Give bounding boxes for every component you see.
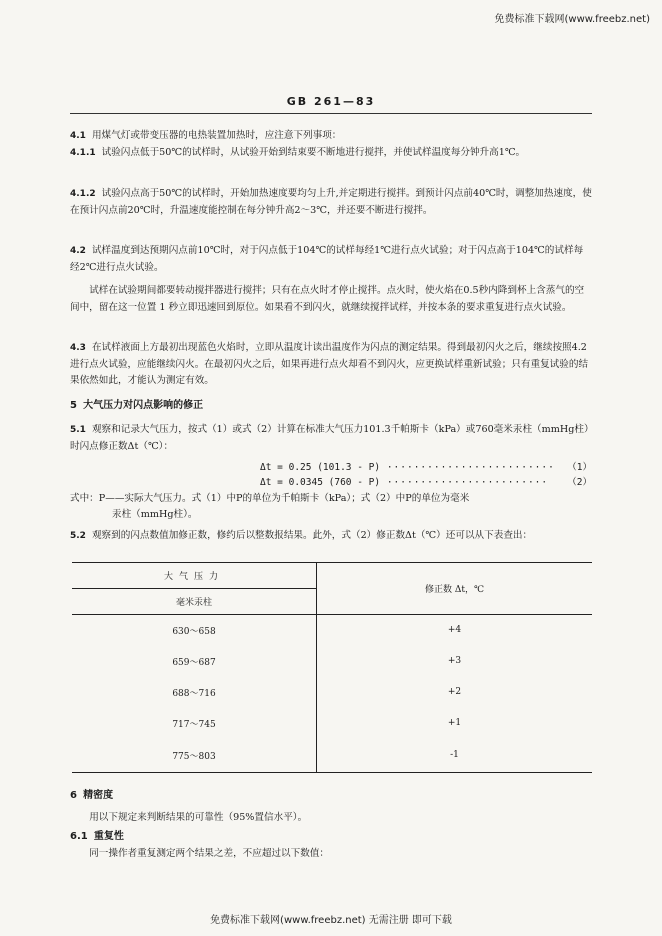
clause-text: 试样在试验期间都要转动搅拌器进行搅拌；只有在点火时才停止搅拌。点火时，使火焰在0.5秒内降到杯上含蒸气的空间中，留在这一位置 1 秒立即迅速回到原位。如果看不到闪火，就继续搅拌试样，并按本条的要求重复进行点火试验。 <box>70 285 585 313</box>
section-number: 5 <box>70 400 77 411</box>
header-mmhg: 毫米汞柱 <box>72 589 317 615</box>
section-5-heading <box>70 398 592 415</box>
table-row <box>72 739 592 773</box>
correction-cell: +4 <box>317 615 593 646</box>
clause-number: 4.2 <box>70 246 86 256</box>
table-row <box>72 646 592 677</box>
table-row <box>72 615 592 646</box>
paragraph-4-3 <box>70 340 592 390</box>
paragraph-repeatability <box>70 846 592 863</box>
clause-number: 4.3 <box>70 343 86 353</box>
formula-1: Δt = 0.25 (101.3 - P) ························· （1） <box>70 460 592 477</box>
section-6-heading <box>70 788 592 805</box>
correction-table <box>72 562 592 773</box>
correction-cell: +2 <box>447 687 462 697</box>
formula-label: （2） <box>567 477 592 488</box>
clause-text: 观察到的闪点数值加修正数，修约后以整数报结果。此外，式（2）修正数Δt（℃）还可以从下表查出： <box>91 530 533 541</box>
clause-text: 试验闪点低于50℃的试样时，从试验开始到结束要不断地进行搅拌，并使试样温度每分钟升高1℃。 <box>101 147 526 158</box>
section-title: 重复性 <box>93 831 124 842</box>
pressure-cell: 630～658 <box>72 615 317 646</box>
paragraph-4-1-1 <box>70 145 592 162</box>
section-6-1-heading <box>70 829 592 846</box>
clause-text: 试验闪点高于50℃的试样时，开始加热速度要均匀上升,并定期进行搅拌。到预计闪点前40℃时，调整加热速度，使在预计闪点前20℃时，升温速度能控制在每分钟升高2～3℃，并还要不断进行搅拌。 <box>70 188 592 216</box>
formula-expression: Δt = 0.0345 (760 - P) <box>260 477 381 488</box>
section-number: 6 <box>70 790 77 801</box>
clause-number: 5.1 <box>70 425 86 435</box>
clause-text: 试样温度到达预期闪点前10℃时，对于闪点低于104℃的试样每经1℃进行点火试验；对于闪点高于104℃的试样每经2℃进行点火试验。 <box>70 245 584 273</box>
clause-number: 4.1.1 <box>70 148 96 158</box>
pressure-cell: 659～687 <box>72 646 317 677</box>
section-title: 大气压力对闪点影响的修正 <box>83 400 204 411</box>
where-line-2: 汞柱（mmHg柱）。 <box>112 509 198 520</box>
formula-2: Δt = 0.0345 (760 - P) ························ （2） <box>70 475 592 492</box>
clause-number: 5.2 <box>70 531 86 541</box>
clause-text: 在试样液面上方最初出现蓝色火焰时，立即从温度计读出温度作为闪点的测定结果。得到最初闪火之后，继续按照4.2进行点火试验，应能继续闪火。在最初闪火之后，如果再进行点火却看不到闪火，应更换试样重新试验；只有重复试验的结果依然如此，才能认为测定有效。 <box>70 342 589 386</box>
formula-expression: Δt = 0.25 (101.3 - P) <box>260 462 381 473</box>
correction-cell: +1 <box>447 718 462 728</box>
section-title: 精密度 <box>83 790 114 801</box>
watermark-bottom: 免费标准下载网(www.freebz.net) 无需注册 即可下载 <box>210 915 452 926</box>
header-pressure: 大气压力 <box>72 563 317 589</box>
clause-text: 同一操作者重复测定两个结果之差，不应超过以下数值： <box>89 848 330 859</box>
clause-number: 4.1.2 <box>70 189 96 199</box>
paragraph-5-2 <box>70 528 592 545</box>
paragraph-4-2 <box>70 243 592 276</box>
clause-text: 用以下规定来判断结果的可靠性（95%置信水平）。 <box>89 812 308 823</box>
where-line-1: 式中：P——实际大气压力。式（1）中P的单位为千帕斯卡（kPa）；式（2）中P的单位为毫米 <box>70 493 470 504</box>
paragraph-5-1 <box>70 422 592 455</box>
clause-text: 用煤气灯或带变压器的电热装置加热时，应注意下列事项： <box>91 130 342 141</box>
pressure-cell: 717～745 <box>72 708 317 739</box>
table-row <box>72 708 592 739</box>
paragraph-ignition <box>70 283 592 316</box>
pressure-cell: 688～716 <box>72 677 317 708</box>
formula-label: （1） <box>567 462 592 473</box>
paragraph-4-1-2 <box>70 186 592 219</box>
correction-cell: +3 <box>447 656 462 666</box>
correction-cell: -1 <box>317 739 593 773</box>
header-rule <box>70 113 592 114</box>
pressure-cell: 775～803 <box>72 739 317 773</box>
paragraph-precision <box>70 810 592 827</box>
section-number: 6.1 <box>70 831 88 842</box>
header-correction: 修正数 Δt，℃ <box>317 563 593 615</box>
watermark-top: 免费标准下载网(www.freebz.net) <box>494 14 650 25</box>
clause-number: 4.1 <box>70 131 86 141</box>
table-row <box>72 677 592 708</box>
clause-text: 观察和记录大气压力，按式（1）或式（2）计算在标准大气压力101.3千帕斯卡（kPa）或760毫米汞柱（mmHg柱）时闪点修正数Δt（℃）： <box>70 424 589 452</box>
paragraph-4-1 <box>70 128 592 145</box>
standard-header: GB 261—83 <box>286 95 376 108</box>
